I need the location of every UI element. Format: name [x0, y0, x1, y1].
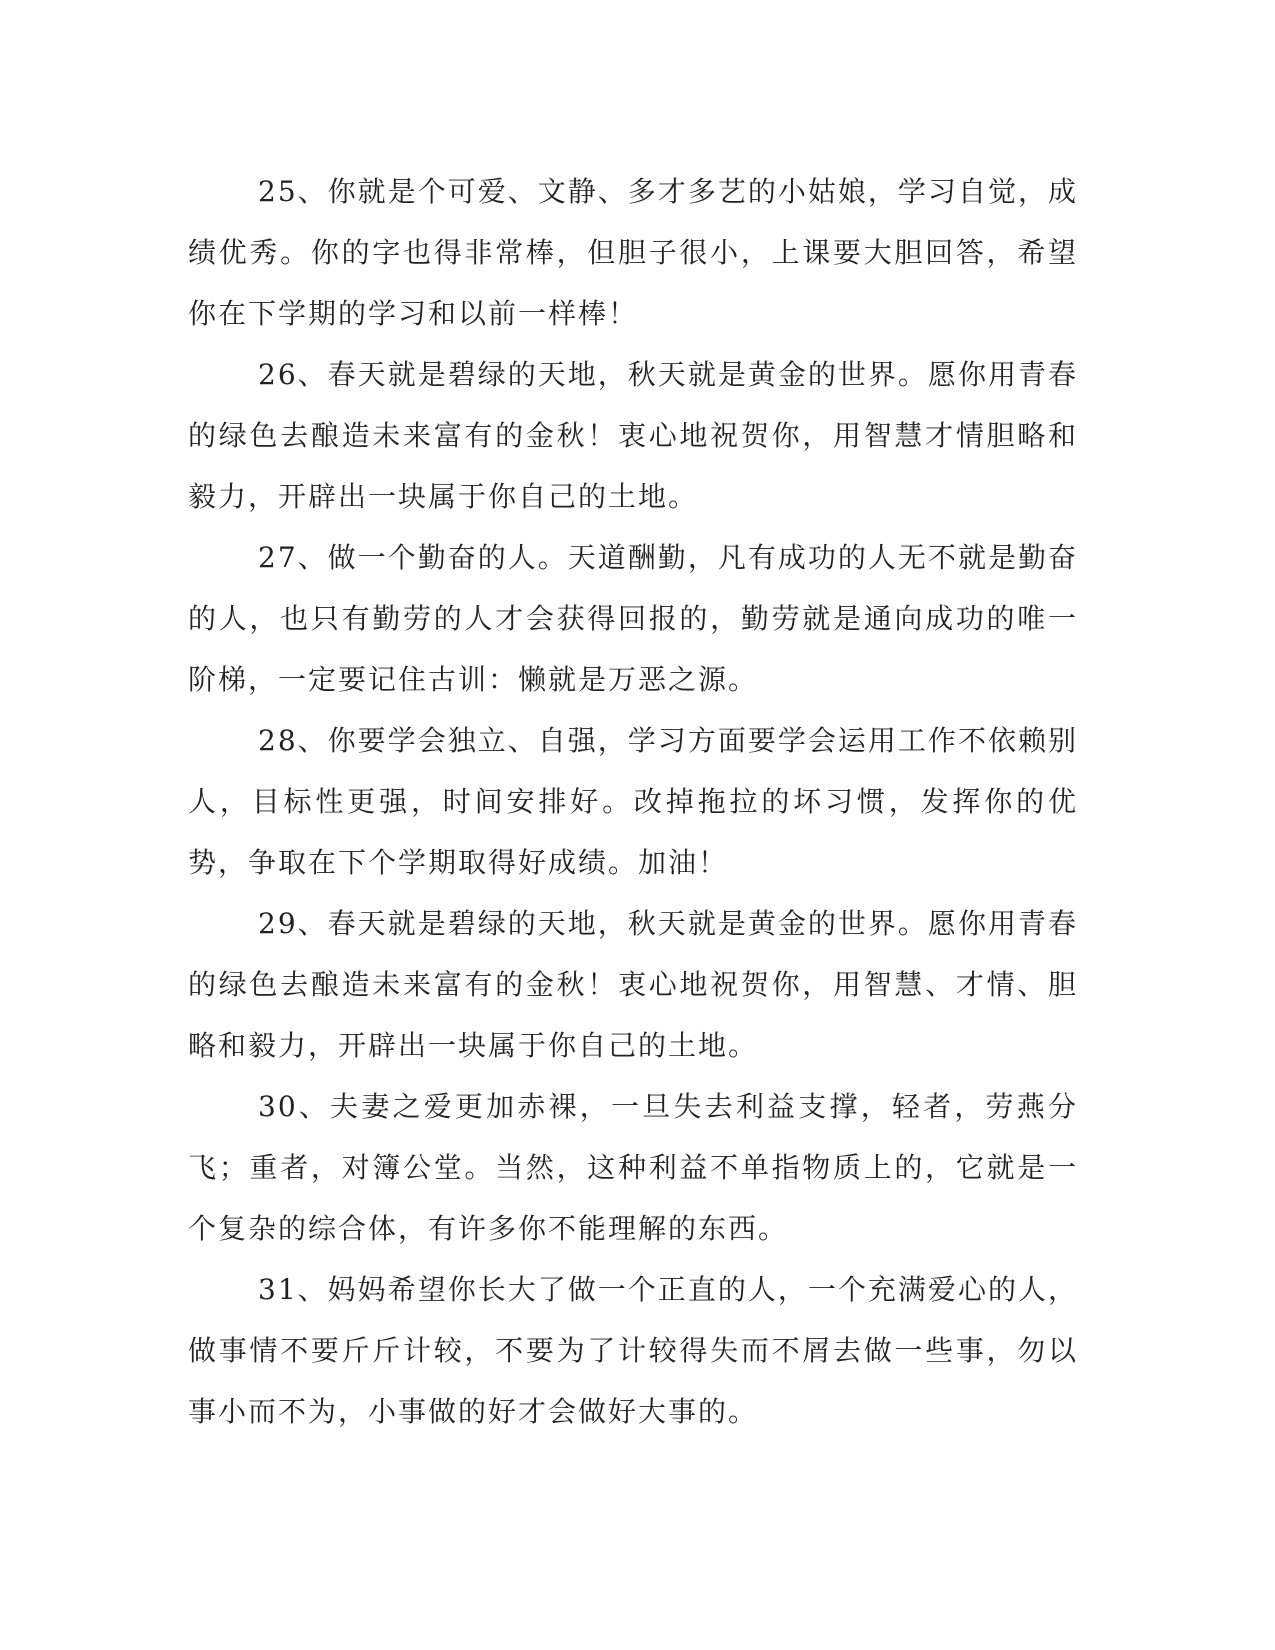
- paragraph-30: 30、夫妻之爱更加赤裸，一旦失去利益支撑，轻者，劳燕分飞；重者，对簿公堂。当然，这种利益不单指物质上的，它就是一个复杂的综合体，有许多你不能理解的东西。: [188, 1090, 1078, 1245]
- paragraph-31: 31、妈妈希望你长大了做一个正直的人，一个充满爱心的人，做事情不要斤斤计较，不要为了计较得失而不屑去做一些事，勿以事小而不为，小事做的好才会做好大事的。: [188, 1273, 1078, 1428]
- document-body: [188, 161, 1078, 1442]
- paragraph-29: 29、春天就是碧绿的天地，秋天就是黄金的世界。愿你用青春的绿色去酿造未来富有的金秋！衷心地祝贺你，用智慧、才情、胆略和毅力，开辟出一块属于你自己的土地。: [188, 907, 1078, 1062]
- paragraph-27: 27、做一个勤奋的人。天道酬勤，凡有成功的人无不就是勤奋的人，也只有勤劳的人才会获得回报的，勤劳就是通向成功的唯一阶梯，一定要记住古训：懒就是万恶之源。: [188, 541, 1078, 696]
- paragraph-26: 26、春天就是碧绿的天地，秋天就是黄金的世界。愿你用青春的绿色去酿造未来富有的金秋！衷心地祝贺你，用智慧才情胆略和毅力，开辟出一块属于你自己的土地。: [188, 358, 1078, 513]
- paragraph-25: 25、你就是个可爱、文静、多才多艺的小姑娘，学习自觉，成绩优秀。你的字也得非常棒，但胆子很小，上课要大胆回答，希望你在下学期的学习和以前一样棒！: [188, 175, 1078, 330]
- paragraph-28: 28、你要学会独立、自强，学习方面要学会运用工作不依赖别人，目标性更强，时间安排好。改掉拖拉的坏习惯，发挥你的优势，争取在下个学期取得好成绩。加油！: [188, 724, 1078, 879]
